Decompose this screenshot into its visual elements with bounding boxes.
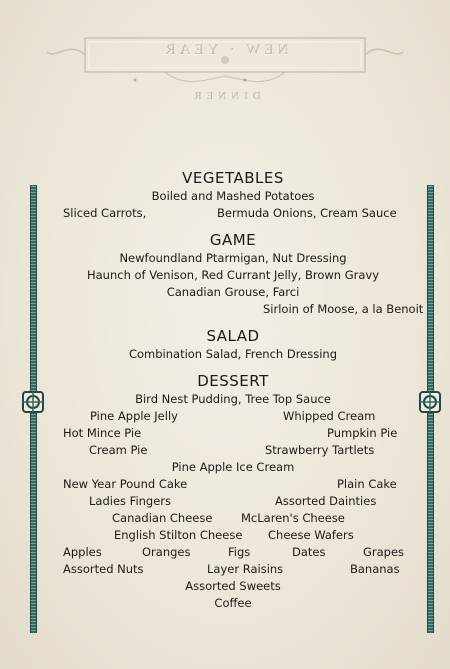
menu-line — [45, 544, 421, 561]
menu-line — [45, 510, 421, 527]
menu-item: Cheese Wafers — [268, 528, 354, 542]
menu-line — [45, 476, 421, 493]
section-title-salad: SALAD — [206, 327, 260, 345]
menu-line: Pine Apple Ice Cream — [171, 460, 295, 474]
menu-item: Assorted Dainties — [275, 494, 377, 508]
menu-item: Oranges — [142, 545, 191, 559]
menu-item: Dates — [292, 545, 326, 559]
menu-item: Pine Apple Jelly — [90, 409, 178, 423]
menu-item: Bananas — [350, 562, 400, 576]
menu-body — [45, 168, 424, 612]
menu-line — [45, 561, 421, 578]
celtic-knot-icon — [20, 389, 46, 415]
menu-item: McLaren's Cheese — [241, 511, 345, 525]
menu-line: Assorted Sweets — [185, 579, 281, 593]
menu-line: Combination Salad, French Dressing — [128, 347, 338, 361]
menu-item: Canadian Cheese — [112, 511, 213, 525]
menu-line: Newfoundland Ptarmigan, Nut Dressing — [119, 251, 347, 265]
menu-item: Hot Mince Pie — [63, 426, 142, 440]
menu-line — [45, 205, 421, 222]
menu-item: Figs — [228, 545, 251, 559]
section-title-game: GAME — [209, 231, 257, 249]
section-title-dessert: DESSERT — [197, 372, 269, 390]
section-title-vegetables: VEGETABLES — [182, 169, 284, 187]
menu-item: Whipped Cream — [283, 409, 376, 423]
menu-item: Grapes — [363, 545, 405, 559]
emboss-title: NEW · YEAR — [161, 42, 289, 58]
menu-item: Plain Cake — [337, 477, 397, 491]
menu-item: Sliced Carrots, — [63, 206, 147, 220]
menu-line — [45, 493, 421, 510]
menu-item: Sirloin of Moose, a la Benoit — [263, 302, 424, 316]
menu-line: Boiled and Mashed Potatoes — [151, 189, 315, 203]
menu-line — [45, 301, 424, 318]
menu-item: Bermuda Onions, Cream Sauce — [217, 206, 397, 220]
menu-item: Assorted Nuts — [63, 562, 144, 576]
menu-line: Canadian Grouse, Farci — [166, 285, 300, 299]
emboss-subtitle: DINNER — [189, 90, 261, 102]
menu-line — [45, 408, 421, 425]
menu-line — [45, 442, 421, 459]
menu-item: English Stilton Cheese — [114, 528, 243, 542]
menu-item: Strawberry Tartlets — [265, 443, 375, 457]
menu-line — [45, 527, 421, 544]
menu-item: Apples — [63, 545, 102, 559]
menu-item: Cream Pie — [89, 443, 148, 457]
menu-line: Coffee — [214, 596, 252, 610]
menu-item: Ladies Fingers — [89, 494, 172, 508]
menu-item: Layer Raisins — [207, 562, 284, 576]
menu-item: Pumpkin Pie — [327, 426, 398, 440]
menu-line — [45, 425, 421, 442]
menu-item: New Year Pound Cake — [63, 477, 188, 491]
menu-line: Haunch of Venison, Red Currant Jelly, Brown Gravy — [86, 268, 380, 282]
menu-line: Bird Nest Pudding, Tree Top Sauce — [135, 392, 331, 406]
embossed-header — [45, 30, 405, 110]
